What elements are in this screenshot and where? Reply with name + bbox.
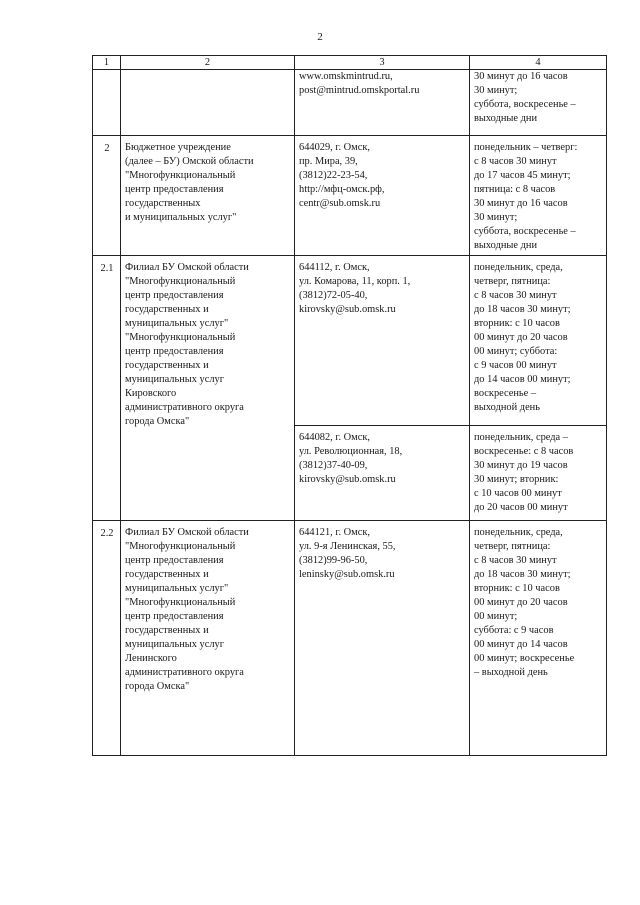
hours-line: с 8 часов 30 минут	[474, 290, 557, 301]
contact-line: kirovsky@sub.omsk.ru	[299, 474, 396, 485]
working-hours-cell	[470, 426, 607, 521]
organization-name-line: "Многофункциональный	[125, 332, 236, 343]
contact-line: (3812)37-40-09,	[299, 460, 368, 471]
organization-name-line: города Омска"	[125, 681, 190, 692]
contact-line: www.omskmintrud.ru,	[299, 71, 393, 82]
working-hours-cell	[470, 256, 607, 426]
hours-line: пятница: с 8 часов	[474, 184, 556, 195]
hours-line: понедельник, среда –	[474, 432, 568, 443]
organization-name-line: и муниципальных услуг"	[125, 212, 237, 223]
table-row	[93, 521, 607, 756]
organization-name-line: Бюджетное учреждение	[125, 142, 231, 153]
column-header: 3	[295, 56, 470, 70]
column-header: 4	[470, 56, 607, 70]
organization-name-line: государственных и	[125, 625, 209, 636]
hours-line: выходной день	[474, 402, 540, 413]
row-number	[93, 70, 121, 136]
hours-line: 30 минут до 19 часов	[474, 460, 568, 471]
hours-line: – выходной день	[474, 667, 548, 678]
organization-name-line: "Многофункциональный	[125, 276, 236, 287]
organization-name	[121, 521, 295, 756]
hours-line: 00 минут; суббота:	[474, 346, 558, 357]
row-number: 2.2	[93, 521, 121, 756]
contacts-cell	[295, 136, 470, 256]
contacts-cell	[295, 426, 470, 521]
hours-line: суббота, воскресенье –	[474, 226, 576, 237]
organization-name-line: государственных и	[125, 569, 209, 580]
hours-line: суббота, воскресенье –	[474, 99, 576, 110]
contact-line: http://мфц-омск.рф,	[299, 184, 385, 195]
hours-line: понедельник, среда,	[474, 527, 563, 538]
contact-line: (3812)99-96-50,	[299, 555, 368, 566]
organization-name-line: муниципальных услуг"	[125, 318, 229, 329]
contact-line: leninsky@sub.omsk.ru	[299, 569, 395, 580]
organization-name-line: муниципальных услуг"	[125, 583, 229, 594]
organization-name-line: "Многофункциональный	[125, 541, 236, 552]
organization-name-line: Филиал БУ Омской области	[125, 527, 249, 538]
contact-line: 644029, г. Омск,	[299, 142, 370, 153]
column-header: 1	[93, 56, 121, 70]
organization-name-line: государственных и	[125, 360, 209, 371]
organization-name-line: Ленинского	[125, 653, 177, 664]
working-hours-cell	[470, 70, 607, 136]
hours-line: выходные дни	[474, 240, 538, 251]
contacts-cell	[295, 70, 470, 136]
hours-line: до 18 часов 30 минут;	[474, 304, 571, 315]
row-number: 2.1	[93, 256, 121, 521]
column-header: 2	[121, 56, 295, 70]
contact-line: ул. Революционная, 18,	[299, 446, 403, 457]
hours-line: 30 минут до 16 часов	[474, 198, 568, 209]
header-row	[93, 56, 607, 70]
contact-line: (3812)72-05-40,	[299, 290, 368, 301]
hours-line: 30 минут;	[474, 212, 518, 223]
table-row	[93, 136, 607, 256]
hours-line: 00 минут до 20 часов	[474, 332, 568, 343]
contact-line: 644112, г. Омск,	[299, 262, 370, 273]
contact-line: kirovsky@sub.omsk.ru	[299, 304, 396, 315]
hours-line: четверг, пятница:	[474, 541, 551, 552]
hours-line: понедельник, среда,	[474, 262, 563, 273]
hours-line: воскресенье –	[474, 388, 537, 399]
table-row	[93, 70, 607, 136]
hours-line: 00 минут;	[474, 611, 518, 622]
hours-line: до 17 часов 45 минут;	[474, 170, 571, 181]
working-hours-cell	[470, 521, 607, 756]
hours-line: до 14 часов 00 минут;	[474, 374, 571, 385]
hours-line: с 9 часов 00 минут	[474, 360, 557, 371]
contact-line: пр. Мира, 39,	[299, 156, 358, 167]
organization-name-line: "Многофункциональный	[125, 597, 236, 608]
organization-name-line: центр предоставления	[125, 555, 224, 566]
organization-name-line: административного округа	[125, 667, 244, 678]
contact-line: (3812)22-23-54,	[299, 170, 368, 181]
organization-name-line: административного округа	[125, 402, 244, 413]
hours-line: 00 минут до 14 часов	[474, 639, 568, 650]
hours-line: выходные дни	[474, 113, 538, 124]
contacts-cell	[295, 256, 470, 426]
organization-name-line: государственных	[125, 198, 201, 209]
hours-line: с 10 часов 00 минут	[474, 488, 562, 499]
contact-line: 644121, г. Омск,	[299, 527, 370, 538]
hours-line: вторник: с 10 часов	[474, 318, 560, 329]
contact-line: ул. 9-я Ленинская, 55,	[299, 541, 396, 552]
organization-name	[121, 136, 295, 256]
organization-name-line: "Многофункциональный	[125, 170, 236, 181]
organization-name-line: центр предоставления	[125, 184, 224, 195]
table-row	[93, 256, 607, 426]
organization-name-line: Филиал БУ Омской области	[125, 262, 249, 273]
row-number: 2	[93, 136, 121, 256]
hours-line: до 20 часов 00 минут	[474, 502, 568, 513]
organization-name-line: государственных и	[125, 304, 209, 315]
organization-name-line: центр предоставления	[125, 346, 224, 357]
hours-line: 30 минут; вторник:	[474, 474, 559, 485]
hours-line: 30 минут до 16 часов	[474, 71, 568, 82]
hours-line: 00 минут; воскресенье	[474, 653, 575, 664]
contact-line: centr@sub.omsk.ru	[299, 198, 381, 209]
organization-name	[121, 70, 295, 136]
hours-line: понедельник – четверг:	[474, 142, 578, 153]
contacts-cell	[295, 521, 470, 756]
organization-name-line: муниципальных услуг	[125, 374, 224, 385]
contact-line: post@mintrud.omskportal.ru	[299, 85, 420, 96]
hours-line: до 18 часов 30 минут;	[474, 569, 571, 580]
organization-name-line: центр предоставления	[125, 290, 224, 301]
services-table	[92, 55, 607, 756]
contact-line: 644082, г. Омск,	[299, 432, 370, 443]
contact-line: ул. Комарова, 11, корп. 1,	[299, 276, 411, 287]
hours-line: четверг, пятница:	[474, 276, 551, 287]
hours-line: 30 минут;	[474, 85, 518, 96]
organization-name-line: Кировского	[125, 388, 177, 399]
hours-line: с 8 часов 30 минут	[474, 156, 557, 167]
organization-name	[121, 256, 295, 521]
working-hours-cell	[470, 136, 607, 256]
hours-line: вторник: с 10 часов	[474, 583, 560, 594]
hours-line: с 8 часов 30 минут	[474, 555, 557, 566]
hours-line: воскресенье: с 8 часов	[474, 446, 574, 457]
page-number: 2	[317, 31, 323, 43]
organization-name-line: (далее – БУ) Омской области	[125, 156, 254, 167]
organization-name-line: города Омска"	[125, 416, 190, 427]
hours-line: 00 минут до 20 часов	[474, 597, 568, 608]
organization-name-line: муниципальных услуг	[125, 639, 224, 650]
hours-line: суббота: с 9 часов	[474, 625, 554, 636]
organization-name-line: центр предоставления	[125, 611, 224, 622]
